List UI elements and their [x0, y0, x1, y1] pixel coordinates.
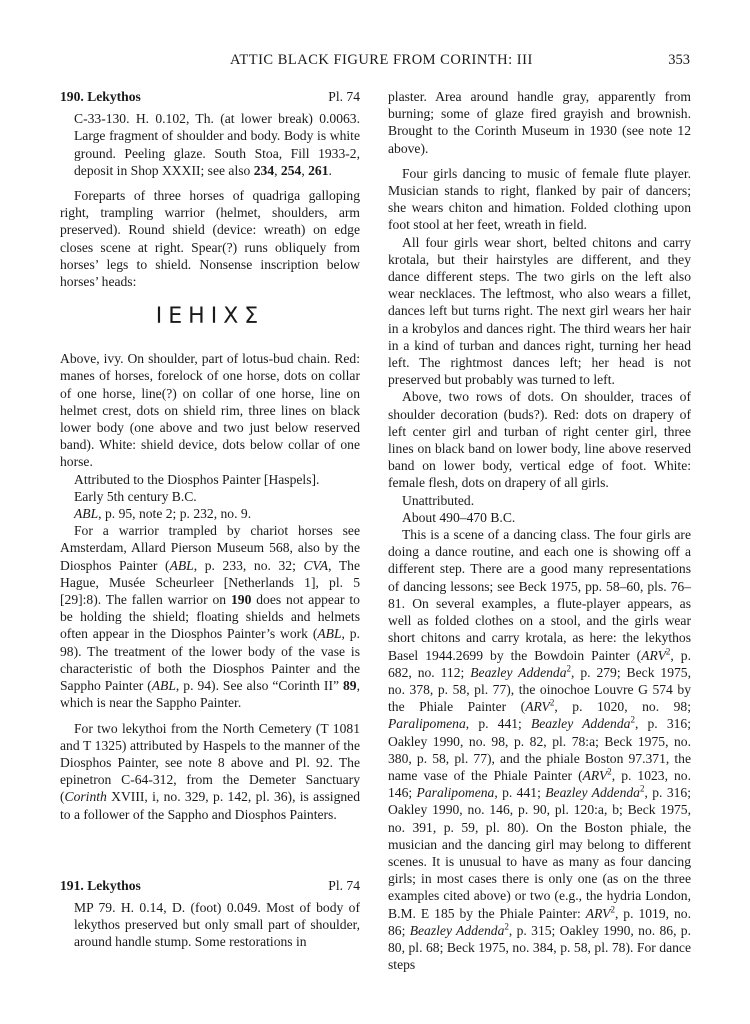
- entry-191-heading: [60, 877, 360, 894]
- entry-191-description-cont: plaster. Area around handle gray, apparently from burning; some of glaze fired grayish and brownish. Brought to the Corinth Museum in 1930 (see note 12 above).: [388, 89, 691, 156]
- entry-191-figures: All four girls wear short, belted chitons and carry krotala, but their hairstyles are different, and they dance different steps. The two girls on the left also wear necklaces. The leftmost, who also wears a fillet, dances left but turns right. The next girl wears her hair in a krobylos and dances right. The third wears her hair in a kind of turban and dances right, turning her head left. The rightmost dances left; her head is not preserved but probably was turned to left.: [388, 234, 691, 388]
- commentary-paragraph: This is a scene of a dancing class. The four girls are doing a dance routine, and each one is showing off a different step. There are a good many representations of dancing lessons; see Beck 1975, pp. 58–60, pls. 76–81. On several examples, a flute-player appears, as well as folded clothes on a stool, and the girls wear short chitons and carry krotala, as here: the lekythos Basel 1944.2699 by the Bowdoin Painter (ARV$^2$, p. 682, no. 112; Beazley Addenda$^2$, p. 279; Beck 1975, no. 378, p. 58, pl. 77), the oinochoe Louvre G 574 by the Phiale Painter (ARV$^2$, p. 1020, no. 98; Paralipomena, p. 441; Beazley Addenda$^2$, p. 316; Oakley 1990, no. 98, p. 82, pl. 78:a; Beck 1975, no. 380, p. 58, pl. 77), and the phiale Boston 97.371, the name vase of the Phiale Painter (ARV$^2$, p. 1023, no. 146; Paralipomena, p. 441; Beazley Addenda$^2$, p. 316; Oakley 1990, no. 146, p. 90, pl. 120:a, b; Beck 1975, no. 391, p. 59, pl. 80). On the Boston phiale, the musician and the dancing girl may belong to different scenes. It is unusual to have as many as four dancing girls; in most cases there is only one (as on the three examples cited above) or two (e.g., the hydria London, B.M. E 185 by the Phiale Painter: ARV$^2$, p. 1019, no. 86; Beazley Addenda$^2$, p. 315; Oakley 1990, no. 86, p. 80, pl. 68; Beck 1975, no. 384, p. 58, pl. 78). For dance steps: [388, 527, 692, 973]
- attribution: Attributed to the Diosphos Painter [Haspels].: [74, 471, 320, 487]
- catalogue-title: 190. Lekythos: [60, 89, 141, 104]
- plate-reference: Pl. 74: [328, 89, 360, 104]
- page-header: [60, 52, 690, 72]
- commentary-paragraph: For a warrior trampled by chariot horses see Amsterdam, Allard Pierson Museum 568, also by the Diosphos Painter (ABL, p. 233, no. 32; CVA, The Hague, Musée Scheurleer [Netherlands 1], pl. 5 [29]:8). The fallen warrior on 190 does not appear to be holding the shield; floating shields and helmets often appear in the Diosphos Painter’s work (ABL, p. 98). The treatment of the lower body of the vase is characteristic of both the Diosphos Painter and the Sappho Painter (ABL, p. 94). See also “Corinth II” 89, which is near the Sappho Painter.: [60, 523, 360, 711]
- entry-191-decoration: Above, two rows of dots. On shoulder, traces of shoulder decoration (buds?). Red: dots on drapery of left center girl and turban of right center girl, three lines on black band on lower body, line above reserved band on lower body, vertical edge of foot. White: female flesh, dots on drapery of all girls.: [388, 389, 691, 491]
- plate-reference: Pl. 74: [328, 877, 360, 893]
- right-column: [388, 88, 691, 973]
- left-column: [60, 88, 360, 951]
- commentary-paragraph: For two lekythoi from the North Cemetery (T 1081 and T 1325) attributed by Haspels to the manner of the Diosphos Painter, see note 8 above and Pl. 92. The epinetron C-64-312, from the Demeter Sanctuary (Corinth XVIII, i, no. 329, p. 142, pl. 36), is assigned to a follower of the Sappho and Diosphos Painters.: [60, 720, 360, 822]
- catalogue-title: 191. Lekythos: [60, 877, 141, 893]
- bibliography: ABL, p. 95, note 2; p. 232, no. 9.: [74, 506, 252, 522]
- date: Early 5th century B.C.: [74, 488, 197, 504]
- entry-191-description: MP 79. H. 0.14, D. (foot) 0.049. Most of body of lekythos preserved but only small part of shoulder, around handle stump. Some restorations in: [74, 899, 360, 950]
- attribution: Unattributed.: [402, 492, 475, 508]
- entry-190-heading: [60, 88, 360, 105]
- entry-190-description: C-33-130. H. 0.102, Th. (at lower break) 0.0063. Large fragment of shoulder and body. Body is white ground. Peeling glaze. South Stoa, Fill 1933-2, deposit in Shop XXXII; see also 234, 254, 261.: [74, 111, 360, 178]
- page-number: 353: [668, 52, 690, 68]
- nonsense-inscription: ΙΕΗΙΧΣ: [155, 304, 265, 330]
- entry-191-figures: Four girls dancing to music of female flute player. Musician stands to right, flanked by pair of dancers; she wears chiton and himation. Folded clothing upon foot stool at her feet, wreath in field.: [388, 165, 691, 233]
- running-title: ATTIC BLACK FIGURE FROM CORINTH: III: [230, 52, 533, 68]
- entry-190-figures: Foreparts of three horses of quadriga galloping right, trampling warrior (helmet, shoulders, arm preserved). Round shield (device: wreath) on edge closes scene at right. Spear(?) runs obliquely from horses’ legs to shield. Nonsense inscription below horses’ heads:: [60, 188, 360, 290]
- entry-190-decoration: Above, ivy. On shoulder, part of lotus-bud chain. Red: manes of horses, forelock of one horse, dots on collar of one horse, line(?) on collar of one horse, line on helmet crest, dots on shield rim, three lines on black lower body (one above and two just below reserved band). White: shield device, dots below collar of one horse.: [60, 351, 360, 470]
- date: About 490–470 B.C.: [402, 509, 516, 525]
